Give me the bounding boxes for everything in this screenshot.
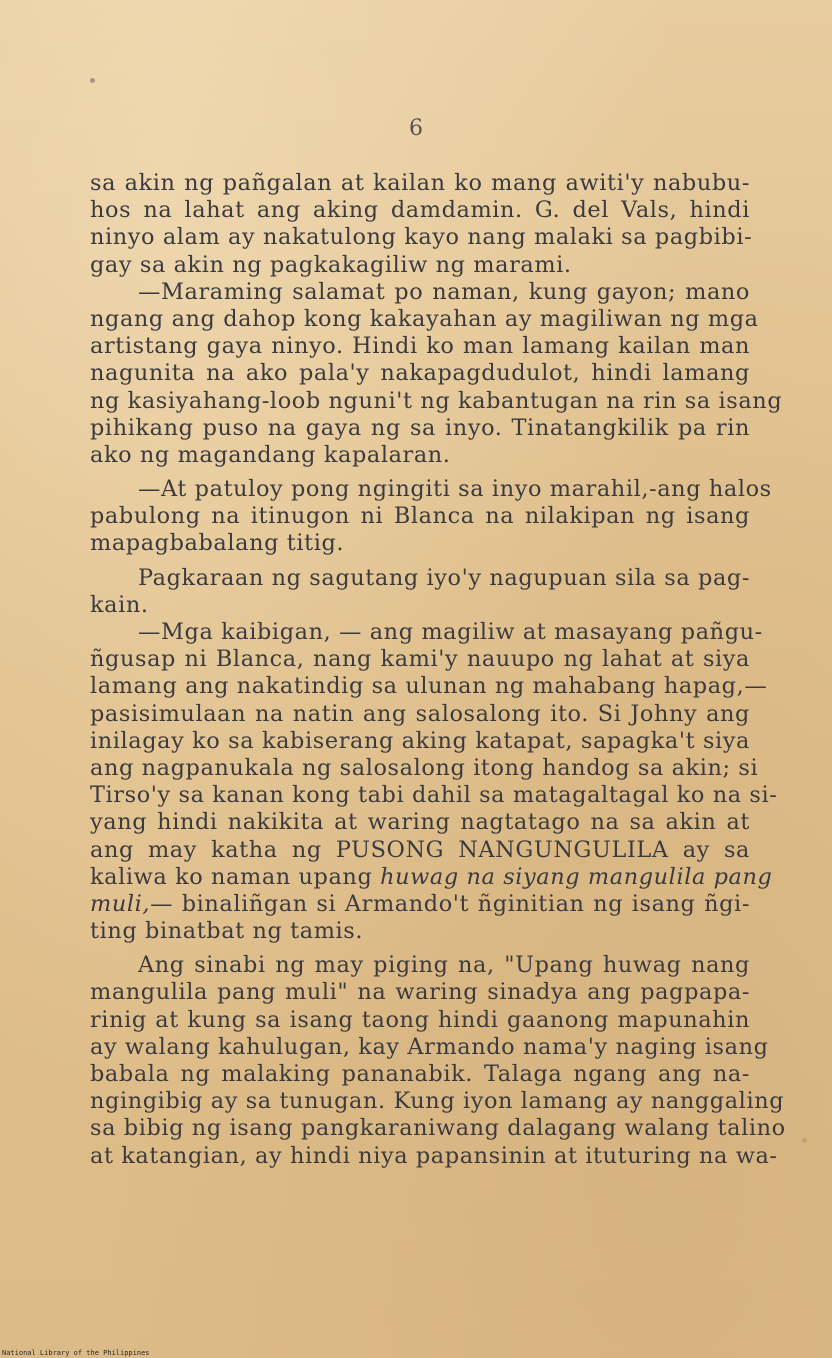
text-line: mangulila pang muli" na waring sinadya ang pagpapa- bbox=[90, 979, 750, 1006]
text-line: —At patuloy pong ngingiti sa inyo marahil,-ang halos bbox=[138, 476, 772, 503]
paragraph bbox=[90, 565, 750, 619]
text-line: ngang ang dahop kong kakayahan ay magiliwan ng mga bbox=[90, 305, 759, 332]
paragraph-gap bbox=[90, 945, 750, 952]
text-line: yang hindi nakikita at waring nagtatago na sa akin at bbox=[90, 809, 750, 836]
paper-speck bbox=[90, 78, 95, 83]
text-line: muli,— binaliñgan si Armando't ñginitian ng isang ñgi- bbox=[90, 890, 750, 917]
text-line: rinig at kung sa isang taong hindi gaanong mapunahin bbox=[90, 1006, 750, 1033]
text-line: pihikang puso na gaya ng sa inyo. Tinatangkilik pa rin bbox=[90, 414, 750, 441]
text-line: Tirso'y sa kanan kong tabi dahil sa matagaltagal ko na si- bbox=[90, 782, 778, 809]
text-line: ay walang kahulugan, kay Armando nama'y naging isang bbox=[90, 1033, 769, 1060]
text-line: mapagbabalang titig. bbox=[90, 530, 345, 557]
paragraph-gap bbox=[90, 558, 750, 565]
text-line: ako ng magandang kapalaran. bbox=[90, 441, 451, 468]
paragraph bbox=[90, 952, 786, 1170]
text-line: ngingibig ay sa tunugan. Kung iyon lamang ay nanggaling bbox=[90, 1088, 785, 1115]
text-line: ang nagpanukala ng salosalong itong handog sa akin; si bbox=[90, 754, 759, 781]
italic-phrase: huwag na siyang mangulila pang bbox=[380, 863, 773, 890]
text-line: pabulong na itinugon ni Blanca na nilakipan ng isang bbox=[90, 503, 750, 530]
paragraph bbox=[90, 278, 783, 469]
paragraph bbox=[90, 619, 778, 945]
paragraph bbox=[90, 476, 772, 558]
text-line: inilagay ko sa kabiserang aking katapat, sapagka't siya bbox=[90, 727, 750, 754]
text-line: babala ng malaking pananabik. Talaga ngang ang na- bbox=[90, 1061, 750, 1087]
text-line: at katangian, ay hindi niya papansinin at ituturing na wa- bbox=[90, 1142, 778, 1169]
text-line: hos na lahat ang aking damdamin. G. del Vals, hindi bbox=[90, 197, 750, 224]
text-line: sa bibig ng isang pangkaraniwang dalagang walang talino bbox=[90, 1115, 786, 1142]
text-line: lamang ang nakatindig sa ulunan ng mahabang hapag,— bbox=[90, 673, 768, 700]
paper-speck bbox=[802, 1138, 807, 1143]
paragraph bbox=[90, 170, 753, 279]
text-line: ninyo alam ay nakatulong kayo nang malaki sa pagbibi- bbox=[90, 224, 753, 251]
text-line: sa akin ng pañgalan at kailan ko mang awiti'y nabubu- bbox=[90, 170, 750, 196]
text-line: pasisimulaan na natin ang salosalong ito. Si Johny ang bbox=[90, 700, 750, 727]
text-line: kain. bbox=[90, 591, 149, 618]
text-line: nagunita na ako pala'y nakapagdudulot, hindi lamang bbox=[90, 360, 750, 387]
text-line: Pagkaraan ng sagutang iyo'y nagupuan sila sa pag- bbox=[138, 564, 750, 591]
text-line: —Mga kaibigan, — ang magiliw at masayang pañgu- bbox=[138, 619, 763, 645]
page-number: 6 bbox=[409, 116, 423, 141]
text-line: ñgusap ni Blanca, nang kami'y nauupo ng lahat at siya bbox=[90, 646, 750, 673]
text-line: —Maraming salamat po naman, kung gayon; mano bbox=[138, 278, 750, 305]
text-line: Ang sinabi ng may piging na, "Upang huwag nang bbox=[138, 952, 750, 979]
text-line: kaliwa ko naman upang huwag na siyang mangulila pang bbox=[90, 863, 773, 890]
italic-phrase: muli, bbox=[90, 890, 151, 917]
text-line: artistang gaya ninyo. Hindi ko man lamang kailan man bbox=[90, 333, 750, 360]
text-line: ting binatbat ng tamis. bbox=[90, 918, 364, 945]
footer-credit: National Library of the Philippines bbox=[2, 1349, 150, 1357]
text-line: gay sa akin ng pagkakagiliw ng marami. bbox=[90, 251, 572, 278]
text-line: ang may katha ng PUSONG NANGUNGULILA ay sa bbox=[90, 836, 750, 863]
text-line: ng kasiyahang-loob nguni't ng kabantugan na rin sa isang bbox=[90, 387, 783, 414]
paragraph-gap bbox=[90, 469, 750, 476]
document-body bbox=[90, 170, 786, 1170]
